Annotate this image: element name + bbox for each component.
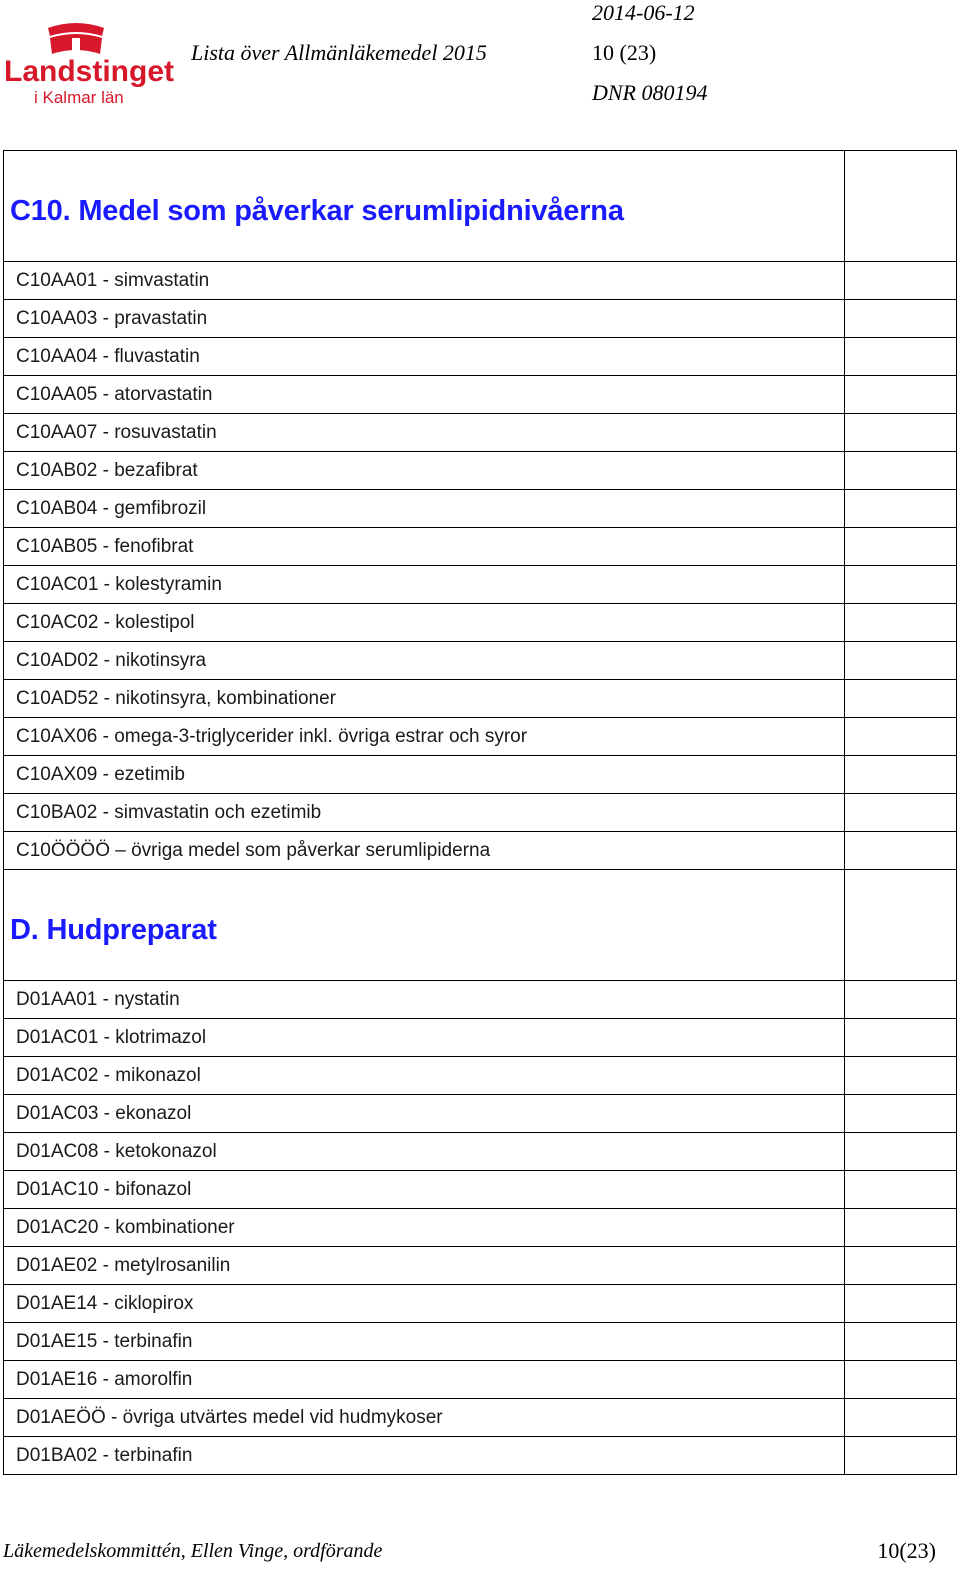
medication-entry: D01AE15 - terbinafin (16, 1330, 193, 1352)
table-row (4, 642, 957, 680)
medication-cell (4, 1019, 845, 1057)
empty-cell (845, 414, 957, 452)
empty-cell (845, 452, 957, 490)
medication-entry: C10ÖÖÖÖ – övriga medel som påverkar serumlipiderna (16, 839, 491, 861)
section-heading-row (4, 870, 957, 981)
empty-cell (845, 1247, 957, 1285)
medication-entry: D01AA01 - nystatin (16, 988, 180, 1010)
empty-cell (845, 528, 957, 566)
table-row (4, 1399, 957, 1437)
empty-cell (845, 1209, 957, 1247)
medication-entry: D01AC01 - klotrimazol (16, 1026, 207, 1048)
section-heading-row (4, 151, 957, 262)
section-heading: C10. Medel som påverkar serumlipidnivåerna (10, 195, 624, 227)
medication-entry: C10AC02 - kolestipol (16, 611, 195, 633)
medication-entry: C10AX09 - ezetimib (16, 763, 185, 785)
medication-cell (4, 794, 845, 832)
empty-cell (845, 338, 957, 376)
empty-cell (845, 604, 957, 642)
medication-entry: C10AA05 - atorvastatin (16, 383, 213, 405)
medication-entry: C10AA03 - pravastatin (16, 307, 208, 329)
medication-cell (4, 338, 845, 376)
medication-entry: C10BA02 - simvastatin och ezetimib (16, 801, 322, 823)
landstinget-logo-icon (4, 24, 174, 108)
medication-cell (4, 566, 845, 604)
empty-cell (845, 1133, 957, 1171)
medication-entry: C10AC01 - kolestyramin (16, 573, 222, 595)
medication-cell (4, 718, 845, 756)
table-row (4, 452, 957, 490)
empty-cell (845, 376, 957, 414)
header-dnr: DNR 080194 (592, 80, 708, 105)
medication-entry: D01AE02 - metylrosanilin (16, 1254, 231, 1276)
medication-cell (4, 528, 845, 566)
empty-cell (845, 490, 957, 528)
table-row (4, 981, 957, 1019)
medication-entry: C10AB04 - gemfibrozil (16, 497, 207, 519)
footer-page: 10(23) (877, 1538, 936, 1563)
empty-cell (845, 1095, 957, 1133)
medication-entry: C10AA07 - rosuvastatin (16, 421, 217, 443)
table-row (4, 566, 957, 604)
medication-entry: C10AB02 - bezafibrat (16, 459, 198, 481)
medication-entry: D01AC20 - kombinationer (16, 1216, 235, 1238)
medication-cell (4, 1437, 845, 1475)
medication-entry: C10AD02 - nikotinsyra (16, 649, 207, 671)
header-page: 10 (23) (592, 40, 657, 65)
empty-cell (845, 262, 957, 300)
empty-cell (845, 981, 957, 1019)
table-row (4, 338, 957, 376)
medication-cell (4, 1361, 845, 1399)
medication-cell (4, 262, 845, 300)
table-row (4, 718, 957, 756)
table-row (4, 490, 957, 528)
empty-cell (845, 1019, 957, 1057)
medication-entry: C10AB05 - fenofibrat (16, 535, 194, 557)
medication-cell (4, 1095, 845, 1133)
empty-cell (845, 1171, 957, 1209)
empty-cell (845, 300, 957, 338)
medication-entry: D01BA02 - terbinafin (16, 1444, 193, 1466)
table-row (4, 414, 957, 452)
medication-entry: C10AD52 - nikotinsyra, kombinationer (16, 687, 336, 709)
empty-cell (845, 566, 957, 604)
medication-entry: D01AE16 - amorolfin (16, 1368, 193, 1390)
table-row (4, 1247, 957, 1285)
table-row (4, 794, 957, 832)
empty-cell (845, 1361, 957, 1399)
medication-cell (4, 1133, 845, 1171)
table-row (4, 1171, 957, 1209)
table-row (4, 1133, 957, 1171)
medication-cell (4, 490, 845, 528)
medication-entry: C10AX06 - omega-3-triglycerider inkl. övriga estrar och syror (16, 725, 528, 747)
medication-cell (4, 1285, 845, 1323)
medication-table (3, 150, 957, 1475)
table-row (4, 680, 957, 718)
table-row (4, 1323, 957, 1361)
empty-cell (845, 151, 957, 262)
empty-cell (845, 1437, 957, 1475)
medication-cell (4, 1209, 845, 1247)
empty-cell (845, 1057, 957, 1095)
table-row (4, 528, 957, 566)
empty-cell (845, 870, 957, 981)
landstinget-logo (4, 24, 174, 108)
medication-entry: C10AA04 - fluvastatin (16, 345, 200, 367)
empty-cell (845, 718, 957, 756)
medication-cell (4, 756, 845, 794)
footer-committee: Läkemedelskommittén, Ellen Vinge, ordförande (3, 1540, 383, 1562)
medication-entry: D01AE14 - ciklopirox (16, 1292, 194, 1314)
section-heading-cell (4, 870, 845, 981)
medication-cell (4, 1247, 845, 1285)
table-row (4, 1019, 957, 1057)
medication-entry: D01AC03 - ekonazol (16, 1102, 192, 1124)
table-row (4, 1361, 957, 1399)
header-title: Lista över Allmänläkemedel 2015 (191, 40, 487, 65)
medication-cell (4, 680, 845, 718)
medication-table-body (4, 151, 957, 1475)
empty-cell (845, 1323, 957, 1361)
table-row (4, 1209, 957, 1247)
table-row (4, 604, 957, 642)
medication-cell (4, 1323, 845, 1361)
section-heading-cell (4, 151, 845, 262)
medication-cell (4, 414, 845, 452)
empty-cell (845, 1399, 957, 1437)
empty-cell (845, 1285, 957, 1323)
table-row (4, 756, 957, 794)
medication-entry: D01AEÖÖ - övriga utvärtes medel vid hudmykoser (16, 1406, 443, 1428)
svg-text:i Kalmar län: i Kalmar län (34, 88, 124, 107)
medication-entry: D01AC02 - mikonazol (16, 1064, 201, 1086)
table-row (4, 1095, 957, 1133)
empty-cell (845, 680, 957, 718)
svg-text:Landstinget: Landstinget (4, 55, 174, 88)
empty-cell (845, 794, 957, 832)
section-heading: D. Hudpreparat (10, 914, 217, 946)
medication-cell (4, 832, 845, 870)
empty-cell (845, 642, 957, 680)
table-row (4, 1057, 957, 1095)
header-date: 2014-06-12 (592, 0, 695, 25)
medication-cell (4, 1171, 845, 1209)
medication-cell (4, 452, 845, 490)
medication-entry: D01AC08 - ketokonazol (16, 1140, 217, 1162)
medication-entry: C10AA01 - simvastatin (16, 269, 210, 291)
medication-cell (4, 642, 845, 680)
table-row (4, 1285, 957, 1323)
medication-cell (4, 1399, 845, 1437)
medication-cell (4, 300, 845, 338)
medication-entry: D01AC10 - bifonazol (16, 1178, 192, 1200)
empty-cell (845, 756, 957, 794)
table-row (4, 300, 957, 338)
empty-cell (845, 832, 957, 870)
medication-cell (4, 376, 845, 414)
table-row (4, 376, 957, 414)
medication-cell (4, 981, 845, 1019)
medication-cell (4, 604, 845, 642)
medication-cell (4, 1057, 845, 1095)
table-row (4, 1437, 957, 1475)
table-row (4, 832, 957, 870)
table-row (4, 262, 957, 300)
